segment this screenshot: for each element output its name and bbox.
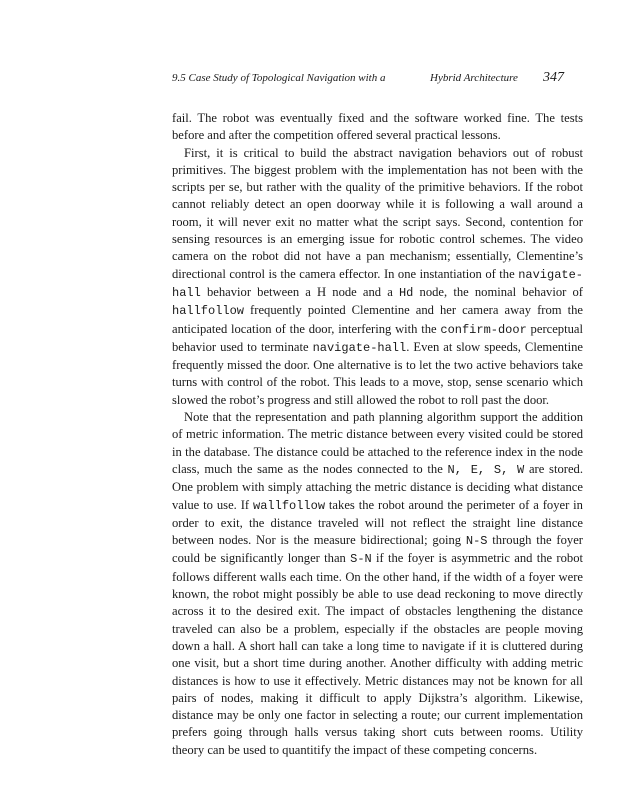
text-run: are stored. One problem with simply attaching the metric distance is deciding what distance value to use. If [172,461,583,512]
text-run: Note that the representation and path planning algorithm support the addition of metric information. The metric distance between every visited could be stored in the database. The distance could be attached to the reference index in the node class, much the same as the nodes connected to the [172,410,583,476]
paragraph-3 [172,409,583,759]
text-run: perceptual behavior used to terminate [172,321,583,354]
text-run: frequently pointed Clementine and her camera away from the anticipated location of the door, interfering with the [172,303,583,336]
code-term: N-S [465,534,488,549]
running-header [172,70,582,88]
paragraph-2 [172,145,583,409]
text-run: First, it is critical to build the abstract navigation behaviors out of robust primitives. The biggest problem with the implementation has not been with the scripts per se, but rather with the quality of the primitive behaviors. If the robot cannot reliably detect an open doorway while it is following a wall around a room, it will never exit no matter what the script says. Second, contention for sensing resources is an emerging issue for robotic control schemes. The video camera on the robot did not have a pan mechanism; essentially, Clementine’s directional control is the camera effector. In one instantiation of the [172,145,583,281]
code-term: navigate-hall [172,267,583,300]
code-term: Hd [398,285,414,300]
code-term: wallfollow [253,498,326,513]
page-number: 347 [543,70,564,85]
code-term: navigate-hall [312,340,407,355]
body-text [172,110,583,759]
paragraph-1: fail. The robot was eventually fixed and the software worked fine. The tests before and after the competition offered several practical lessons. [172,111,583,143]
text-run: node, the nominal behavior of [413,284,583,299]
section-title: 9.5 Case Study of Topological Navigation with a [172,72,386,84]
text-run: through the foyer could be significantly longer than [172,533,583,566]
code-term: hallfollow [172,304,245,319]
section-title-continued: Hybrid Architecture [430,72,518,84]
text-run: if the foyer is asymmetric and the robot follows different walls each time. On the other hand, if the width of a foyer were known, the robot might possibly be able to use dead reckoning to move directly across it to the desired exit. The impact of obstacles lengthening the distance traveled can also be a problem, especially if the obstacles are people moving down a hall. A short hall can take a long time to navigate if it is cluttered during one visit, but a short time during another. Another difficulty with adding metric distances is how to use it effectively. Metric distances may not be known for all pairs of nodes, making it difficult to apply Dijkstra’s algorithm. Likewise, distance may be only one factor in selecting a route; our current implementation prefers going through halls versus taking short cuts between rooms. Utility theory can be used to quantitify the impact of these competing concerns. [172,551,583,757]
code-term: S-N [350,552,372,567]
text-run: . Even at slow speeds, Clementine frequently missed the door. One alternative is to let the two active behaviors take turns with control of the robot. This leads to a move, stop, sense scenario which slowed the robot’s progress and still allowed the robot to roll past the door. [172,339,583,407]
text-run: takes the robot around the perimeter of a foyer in order to exit, the distance traveled will not reflect the straight line distance between nodes. Nor is the measure bidirectional; going [172,497,583,548]
text-run: behavior between a H node and a [200,284,399,299]
code-term: N, E, S, W [447,462,525,477]
code-term: confirm-door [440,322,527,337]
